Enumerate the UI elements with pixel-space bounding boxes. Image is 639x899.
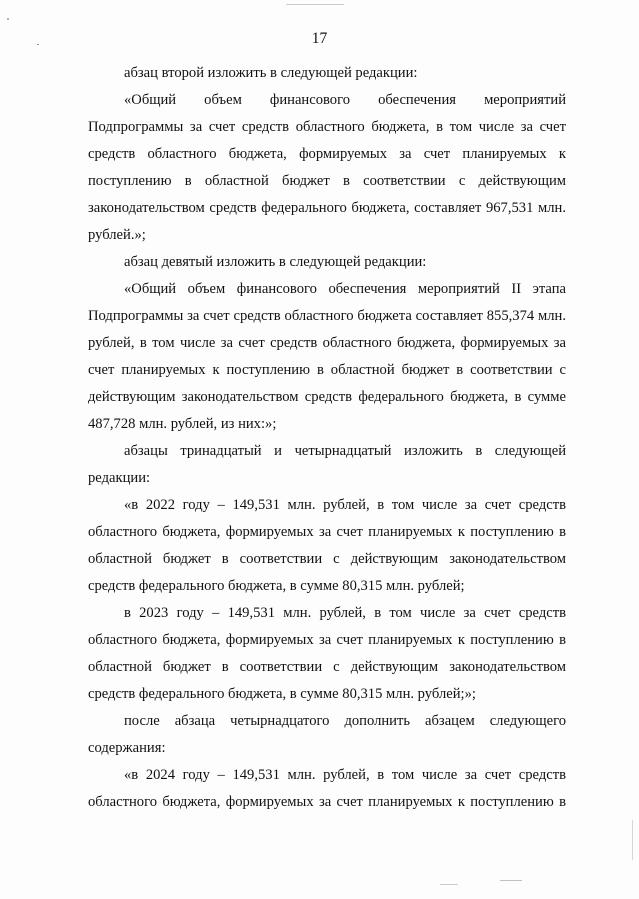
paragraph: в 2023 году – 149,531 млн. рублей, в том числе за счет средств областного бюджета, формируемых за счет планируемых к поступлению в областной бюджет в соответствии с действующим законодательством средств федерального бюджета, в сумме 80,315 млн. рублей;»; <box>88 605 566 702</box>
scan-artifact <box>500 880 522 881</box>
scan-artifact <box>7 18 9 20</box>
scan-artifact <box>440 884 458 885</box>
paragraph: абзацы тринадцатый и четырнадцатый изложить в следующей редакции: <box>88 443 566 486</box>
paragraph: абзац девятый изложить в следующей редакции: <box>124 254 427 270</box>
page-number: 17 <box>311 30 328 47</box>
paragraph: «Общий объем финансового обеспечения мероприятий Подпрограммы за счет средств областного бюджета, в том числе за счет средств областного бюджета, формируемых за счет планируемых к поступлению в областной бюджет в соответствии с действующим законодательством средств федерального бюджета, составляет 967,531 млн. рублей.»; <box>88 92 566 243</box>
paragraph: «в 2022 году – 149,531 млн. рублей, в том числе за счет средств областного бюджета, формируемых за счет планируемых к поступлению в областной бюджет в соответствии с действующим законодательством средств федерального бюджета, в сумме 80,315 млн. рублей; <box>88 497 566 594</box>
paragraph: после абзаца четырнадцатого дополнить абзацем следующего содержания: <box>88 713 566 756</box>
scan-artifact <box>632 820 633 860</box>
document-body <box>88 60 566 816</box>
paragraph: «Общий объем финансового обеспечения мероприятий II этапа Подпрограммы за счет средств областного бюджета составляет 855,374 млн. рублей, в том числе за счет средств областного бюджета, формируемых за счет планируемых к поступлению в областной бюджет в соответствии с действующим законодательством средств федерального бюджета, в сумме 487,728 млн. рублей, из них:»; <box>88 281 566 432</box>
scan-artifact <box>286 4 344 5</box>
paragraph: «в 2024 году – 149,531 млн. рублей, в том числе за счет средств областного бюджета, формируемых за счет планируемых к поступлению в <box>88 767 566 810</box>
paragraph: абзац второй изложить в следующей редакции: <box>124 65 418 81</box>
